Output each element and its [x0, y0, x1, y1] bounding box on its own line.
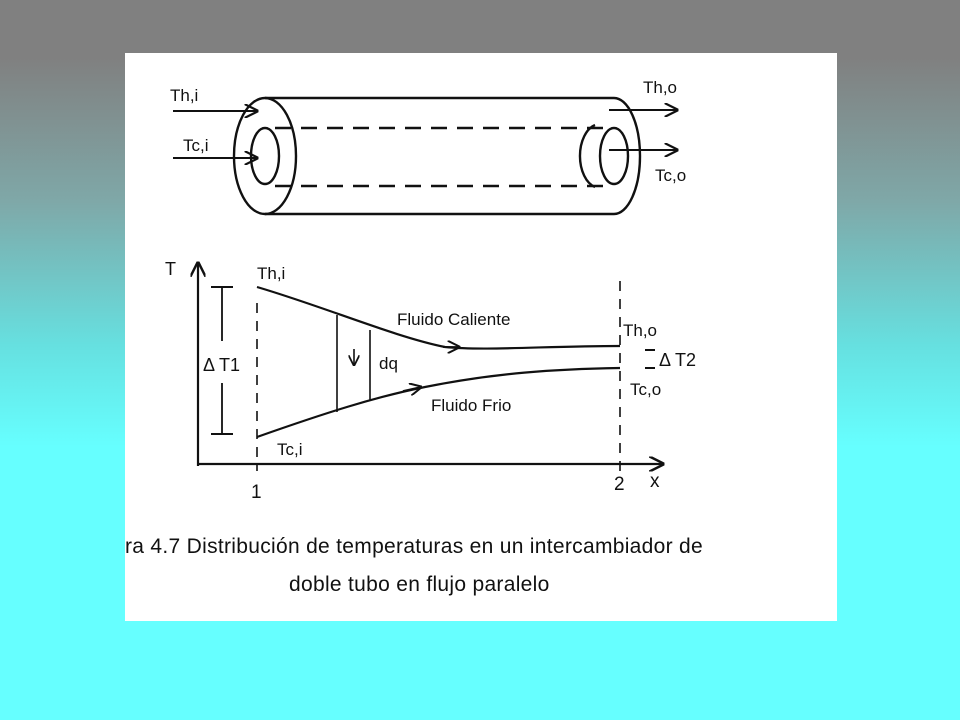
double-pipe-drawing	[234, 98, 640, 214]
figure-caption-line-2: doble tubo en flujo paralelo	[289, 573, 550, 596]
graph-label-hot-out: Th,o	[623, 321, 658, 340]
inner-tube-outlet-rim	[580, 125, 595, 187]
outer-tube-inlet-end	[234, 98, 296, 214]
outer-tube-body	[265, 98, 640, 214]
tube-label-hot-out: Th,o	[643, 78, 678, 97]
dq-label: dq	[379, 354, 398, 373]
station-2-label: 2	[614, 474, 625, 495]
tube-label-hot-in: Th,i	[170, 86, 199, 105]
figure-image	[125, 53, 837, 621]
station-1-label: 1	[251, 482, 262, 503]
inner-tube-outlet-end	[600, 128, 628, 184]
cold-fluid-label: Fluido Frio	[431, 396, 512, 415]
delta-t2-label: Δ T2	[659, 350, 697, 370]
tube-label-cold-in: Tc,i	[183, 136, 209, 155]
graph-label-hot-in: Th,i	[257, 264, 286, 283]
hot-fluid-label: Fluido Caliente	[397, 310, 511, 329]
graph-label-cold-in: Tc,i	[277, 440, 303, 459]
tube-label-cold-out: Tc,o	[655, 166, 687, 185]
delta-t1-label: Δ T1	[203, 355, 241, 375]
figure-caption-line-1: ra 4.7 Distribución de temperaturas en un intercambiador de	[125, 535, 704, 558]
graph-label-cold-out: Tc,o	[630, 380, 662, 399]
temperature-graph	[198, 263, 663, 471]
graph-y-label: T	[165, 259, 176, 279]
graph-x-label: x	[650, 471, 660, 492]
inner-tube-inlet-end	[251, 128, 279, 184]
